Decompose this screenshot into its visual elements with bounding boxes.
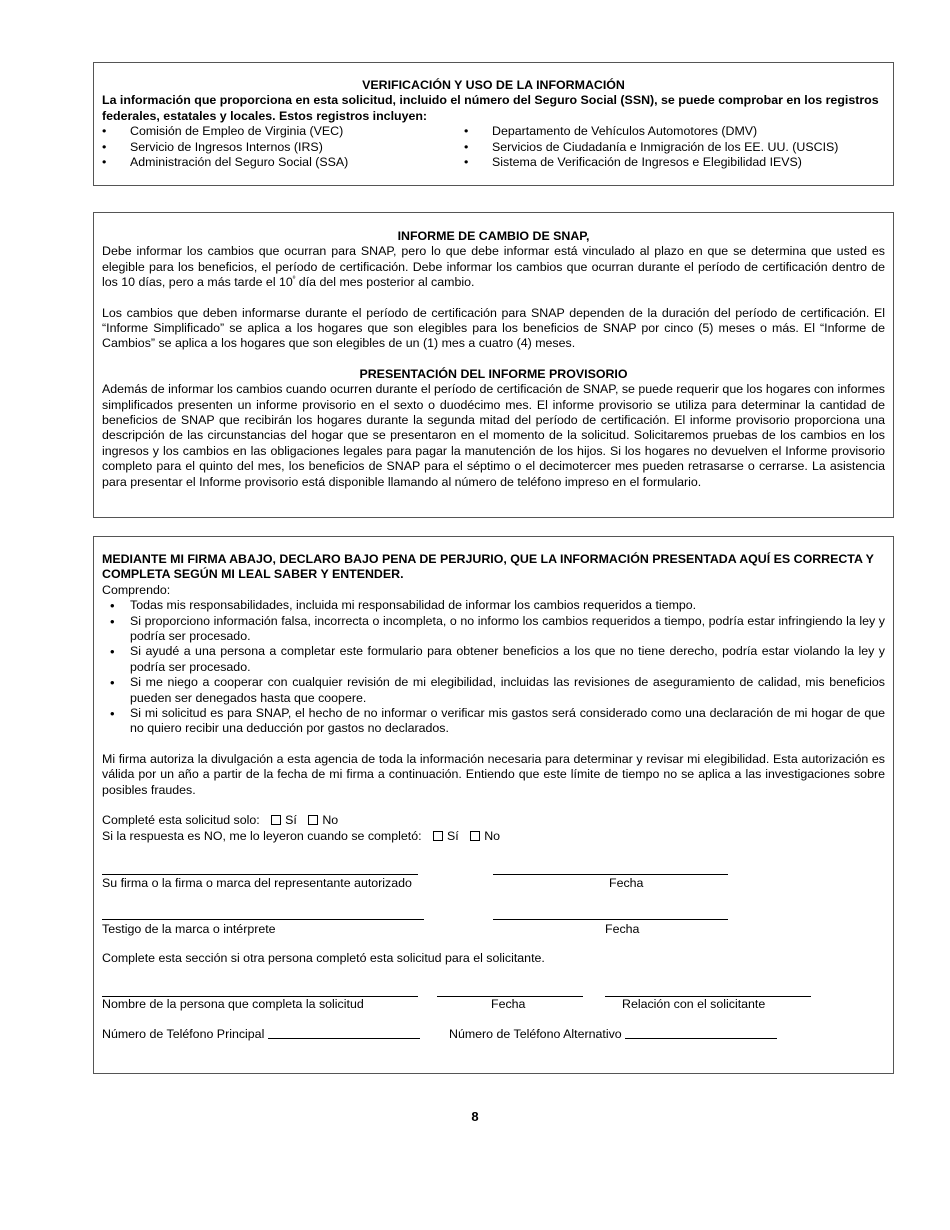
list-item: • Sistema de Verificación de Ingresos e Elegibilidad IEVS) — [464, 155, 802, 170]
list-item: • Si ayudé a una persona a completar este formulario para obtener beneficios a los que no tiene derecho, podría estar violando la ley y podría ser procesado. — [130, 644, 885, 675]
verification-intro: La información que proporciona en esta solicitud, incluido el número del Seguro Social (SSN), se puede comprobar en los registros federales, estatales y locales. Estos registros incluyen: — [102, 93, 879, 123]
witness-label: Testigo de la marca o intérprete — [102, 922, 276, 936]
interim-report-text: Además de informar los cambios cuando ocurren durante el período de certificación de SNAP, se puede requerir que los hogares con informes simplificados presenten un informe provisorio en el sexto o duodécimo mes. El informe provisorio se utiliza para determinar la cantidad de beneficios de SNAP que recibirán los hogares durante la segunda mitad del período de certificación. El informe provisorio proporciona una descripción de las circunstancias del hogar que se presentaron en el momento de la solicitud. Solicitaremos pruebas de los cambios en los ingresos y los cambios en las obligaciones legales para pagar la manutención de los hijos. Si los hogares no devuelven el Informe provisorio completo para el quinto del mes, los beneficios de SNAP para el séptimo o el decimotercer mes pueden retrasarse o cerrarse. La asistencia para presentar el Informe provisorio está disponible llamando al número de teléfono impreso en el formulario. — [102, 382, 885, 489]
registry-list — [102, 124, 885, 170]
page-number: 8 — [471, 1109, 479, 1124]
interim-report-title: PRESENTACIÓN DEL INFORME PROVISORIO — [359, 366, 628, 381]
list-item: • Servicio de Ingresos Internos (IRS) — [102, 139, 323, 154]
date-label: Fecha — [605, 922, 640, 936]
preparer-note: Complete esta sección si otra persona completó esta solicitud para el solicitante. — [102, 951, 545, 965]
verification-section — [93, 62, 894, 186]
understand-label: Comprendo: — [102, 582, 171, 597]
checkbox-yes[interactable] — [433, 831, 443, 841]
snap-report-para1: Debe informar los cambios que ocurran para SNAP, pero lo que debe informar está vinculado al plazo en que se determina que usted es elegible para los beneficios, el período de certificación. Debe informar los cambios que ocurran durante el período de certificación dentro de los 10 días, pero a más tarde el $10^º$ día del mes posterior al cambio. — [102, 244, 885, 290]
declaration-section — [93, 536, 894, 1074]
question-completed-alone: Completé esta solicitud solo: Sí No — [102, 813, 339, 828]
date-label: Fecha — [491, 997, 526, 1011]
snap-report-section — [93, 212, 894, 518]
verification-title: VERIFICACIÓN Y USO DE LA INFORMACIÓN — [362, 78, 625, 92]
snap-report-para2: Los cambios que deben informarse durante el período de certificación para SNAP dependen de la duración del período de certificación. El “Informe Simplificado” se aplica a los hogares que son elegibles para los beneficios de SNAP por cinco (5) meses o más. El “Informe de Cambios” se aplica a los hogares que son elegibles de un (1) mes a cuatro (4) meses. — [102, 305, 885, 351]
signature-line[interactable] — [102, 874, 418, 875]
phone-main-line[interactable] — [268, 1028, 420, 1039]
signature-date-line[interactable] — [493, 874, 728, 875]
list-item: • Si me niego a cooperar con cualquier revisión de mi elegibilidad, incluidas las revisiones de aseguramiento de calidad, mis beneficios pueden ser denegados hasta que coopere. — [130, 675, 885, 706]
declaration-heading: MEDIANTE MI FIRMA ABAJO, DECLARO BAJO PENA DE PERJURIO, QUE LA INFORMACIÓN PRESENTADA AQUÍ ES CORRECTA Y COMPLETA SEGÚN MI LEAL SABER Y ENTENDER. — [102, 552, 874, 582]
list-item: • Administración del Seguro Social (SSA) — [102, 155, 349, 170]
list-item: • Servicios de Ciudadanía e Inmigración de los EE. UU. (USCIS) — [464, 139, 839, 154]
list-item: • Todas mis responsabilidades, incluida mi responsabilidad de informar los cambios requeridos a tiempo. — [130, 598, 885, 613]
relation-label: Relación con el solicitante — [622, 997, 766, 1011]
list-item: • Comisión de Empleo de Virginia (VEC) — [102, 124, 344, 139]
phone-alt: Número de Teléfono Alternativo — [449, 1027, 777, 1042]
list-item: • Si mi solicitud es para SNAP, el hecho de no informar o verificar mis gastos será considerado como una declaración de mi hogar de que no quiero recibir una deducción por gastos no declarados. — [130, 706, 885, 737]
phone-alt-line[interactable] — [625, 1028, 777, 1039]
preparer-name-label: Nombre de la persona que completa la solicitud — [102, 997, 364, 1011]
signature-label: Su firma o la firma o marca del representante autorizado — [102, 876, 412, 890]
phone-main: Número de Teléfono Principal — [102, 1027, 420, 1042]
witness-date-line[interactable] — [493, 919, 728, 920]
authorization-text: Mi firma autoriza la divulgación a esta agencia de toda la información necesaria para determinar y revisar mi elegibilidad. Esta autorización es válida por un año a partir de la fecha de mi firma a continuación. Entiendo que este límite de tiempo no se aplica a las investigaciones sobre posibles fraudes. — [102, 751, 885, 797]
checkbox-no[interactable] — [308, 815, 318, 825]
question-read-to-me: Si la respuesta es NO, me lo leyeron cuando se completó: Sí No — [102, 828, 501, 843]
checkbox-no[interactable] — [470, 831, 480, 841]
date-label: Fecha — [609, 876, 644, 890]
list-item: • Departamento de Vehículos Automotores (DMV) — [464, 124, 758, 139]
list-item: • Si proporciono información falsa, incorrecta o incompleta, o no informo los cambios requeridos a tiempo, podría estar infringiendo la ley y podría ser procesado. — [130, 614, 885, 645]
checkbox-yes[interactable] — [271, 815, 281, 825]
responsibility-list — [102, 598, 885, 737]
witness-line[interactable] — [102, 919, 424, 920]
snap-report-title: INFORME DE CAMBIO DE SNAP, — [397, 229, 590, 243]
